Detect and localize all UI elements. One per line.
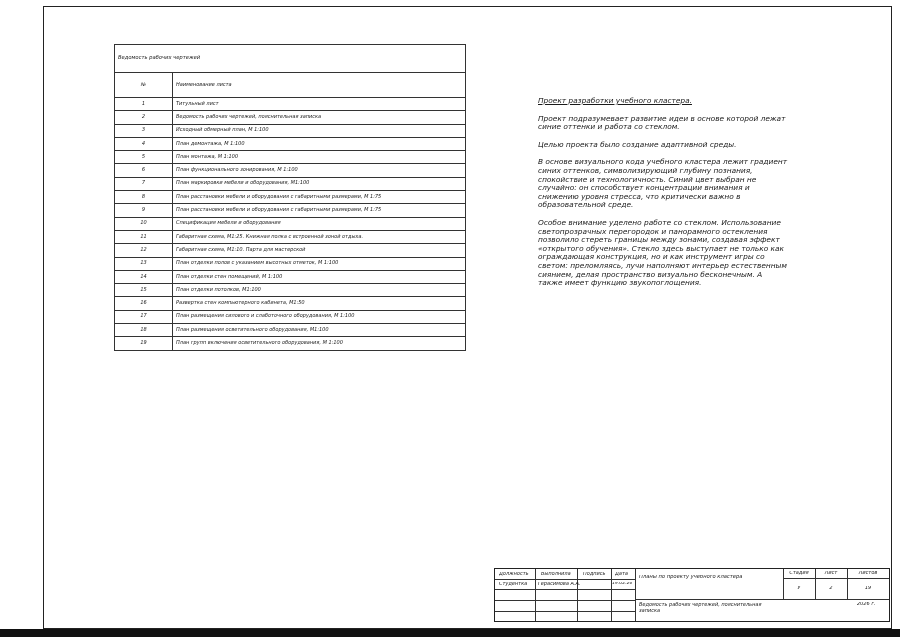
stamp-performer-value: Герасимова А.А. <box>538 582 581 587</box>
register-row-name: План расстановки мебели и оборудования с габаритными размерами, М 1:75 <box>173 204 466 217</box>
register-row-name: План монтажа, М 1:100 <box>173 151 466 164</box>
register-row-name: План маркировки мебели и оборудования, М1:100 <box>173 177 466 190</box>
register-row-num: 10 <box>115 217 173 230</box>
stamp-year: 2026 г. <box>857 602 876 607</box>
stamp-position-value: Студентка <box>499 582 528 587</box>
register-row-name: Ведомость рабочих чертежей, пояснительная записка <box>173 111 466 124</box>
stamp-sheet-value: 2 <box>829 586 833 591</box>
stamp-stage-value: У <box>797 586 801 591</box>
note-title: Проект разработки учебного кластера. <box>538 96 692 105</box>
drawings-register-table <box>114 44 466 351</box>
register-row-name: План групп включения осветительного оборудования, М 1:100 <box>173 337 466 350</box>
bottom-bar <box>0 629 900 637</box>
register-row-name: Габаритная схема, М1:10. Парта для мастерской <box>173 244 466 257</box>
stamp-col-performed: Выполнила <box>541 572 571 577</box>
register-row-name: План отделки потолков, М1:100 <box>173 284 466 297</box>
register-row <box>115 230 466 243</box>
register-row <box>115 324 466 337</box>
register-row <box>115 244 466 257</box>
title-block <box>494 568 890 622</box>
register-row-name: План отделки стен помещений, М 1:100 <box>173 270 466 283</box>
register-row-num: 17 <box>115 310 173 323</box>
register-header-row <box>115 73 466 98</box>
register-row-num: 14 <box>115 270 173 283</box>
register-row <box>115 137 466 150</box>
stamp-col-date: Дата <box>615 572 628 577</box>
register-row-num: 12 <box>115 244 173 257</box>
register-row-name: План расстановки мебели и оборудования с габаритными размерами, М 1:75 <box>173 191 466 204</box>
register-row-name: Спецификация мебели и оборудования <box>173 217 466 230</box>
register-row <box>115 164 466 177</box>
register-row <box>115 310 466 323</box>
register-row-name: Титульный лист <box>173 98 466 111</box>
register-row-num: 11 <box>115 230 173 243</box>
stamp-col-signature: Подпись <box>583 572 606 577</box>
register-row <box>115 297 466 310</box>
note-paragraph: Проект подразумевает развитие идеи в основе которой лежат синие оттенки и работа со стеклом. <box>538 113 786 132</box>
note-paragraph: В основе визуального кода учебного кластера лежит градиент синих оттенков, символизирующий глубину познания, спокойствие и технологичность. Синий цвет выбран не случайно: он способствует концентрации внимания и снижению уровня стресса, что критически важно в образовательной среде. <box>538 157 788 210</box>
register-row-name: План отделки полов с указанием высотных отметок, М 1:100 <box>173 257 466 270</box>
register-row-num: 15 <box>115 284 173 297</box>
register-row-num: 7 <box>115 177 173 190</box>
register-row-name: Исходный обмерный план, М 1:100 <box>173 124 466 137</box>
register-row <box>115 337 466 350</box>
register-row-name: План функционального зонирования, М 1:100 <box>173 164 466 177</box>
register-row-num: 18 <box>115 324 173 337</box>
register-row <box>115 284 466 297</box>
register-row-num: 9 <box>115 204 173 217</box>
stamp-stage-label: Стадия <box>789 571 809 576</box>
stamp-date-value: 19.02.26 <box>612 582 633 586</box>
register-row-num: 2 <box>115 111 173 124</box>
stamp-col-position: Должность <box>499 572 529 577</box>
register-row <box>115 151 466 164</box>
stamp-sheets-value: 19 <box>864 586 872 591</box>
explanatory-note <box>538 97 788 297</box>
register-row-num: 1 <box>115 98 173 111</box>
register-row <box>115 257 466 270</box>
register-row-num: 6 <box>115 164 173 177</box>
stamp-sheets-label: Листов <box>858 571 878 576</box>
register-row-name: План размещения силового и слаботочного оборудования, М 1:100 <box>173 310 466 323</box>
register-row-num: 16 <box>115 297 173 310</box>
register-row-num: 8 <box>115 191 173 204</box>
stamp-project-title: Планы по проекту учебного кластера <box>639 575 743 580</box>
register-row <box>115 124 466 137</box>
register-row <box>115 217 466 230</box>
stamp-sheet-name: Ведомость рабочих чертежей, пояснительная записка <box>639 602 762 614</box>
register-row <box>115 98 466 111</box>
register-row-num: 13 <box>115 257 173 270</box>
register-row <box>115 177 466 190</box>
register-row-name: Развертка стен компьютерного кабинета, М1:50 <box>173 297 466 310</box>
register-row-name: План демонтажа, М 1:100 <box>173 137 466 150</box>
register-row-name: План размещения осветительного оборудования, М1:100 <box>173 324 466 337</box>
register-row-num: 5 <box>115 151 173 164</box>
register-row-num: 4 <box>115 137 173 150</box>
register-row <box>115 111 466 124</box>
register-row-num: 3 <box>115 124 173 137</box>
note-paragraph: Целью проекта было создание адаптивной среды. <box>538 139 737 149</box>
register-header-name: Наименование листа <box>173 73 466 98</box>
register-header-num: № <box>115 73 173 98</box>
register-title-row <box>115 45 466 73</box>
stamp-sheet-label: Лист <box>824 571 838 576</box>
register-row-name: Габаритная схема, М1:25. Книжная полка с встроенной зоной отдыха. <box>173 230 466 243</box>
register-row <box>115 191 466 204</box>
note-paragraph: Особое внимание уделено работе со стеклом. Использование светопрозрачных перегородок и панорамного остекления позволило стереть границы между зонами, создавая эффект «открытого обучения». Стекло здесь выступает не только как ограждающая конструкция, но и как инструмент игры со светом: преломляясь, лучи наполняют интерьер естественным сиянием, делая пространство визуально бесконечным. А также имеет функцию звукопоглощения. <box>538 217 787 288</box>
register-row-num: 19 <box>115 337 173 350</box>
register-row <box>115 204 466 217</box>
register-title: Ведомость рабочих чертежей <box>115 45 466 73</box>
register-row <box>115 270 466 283</box>
